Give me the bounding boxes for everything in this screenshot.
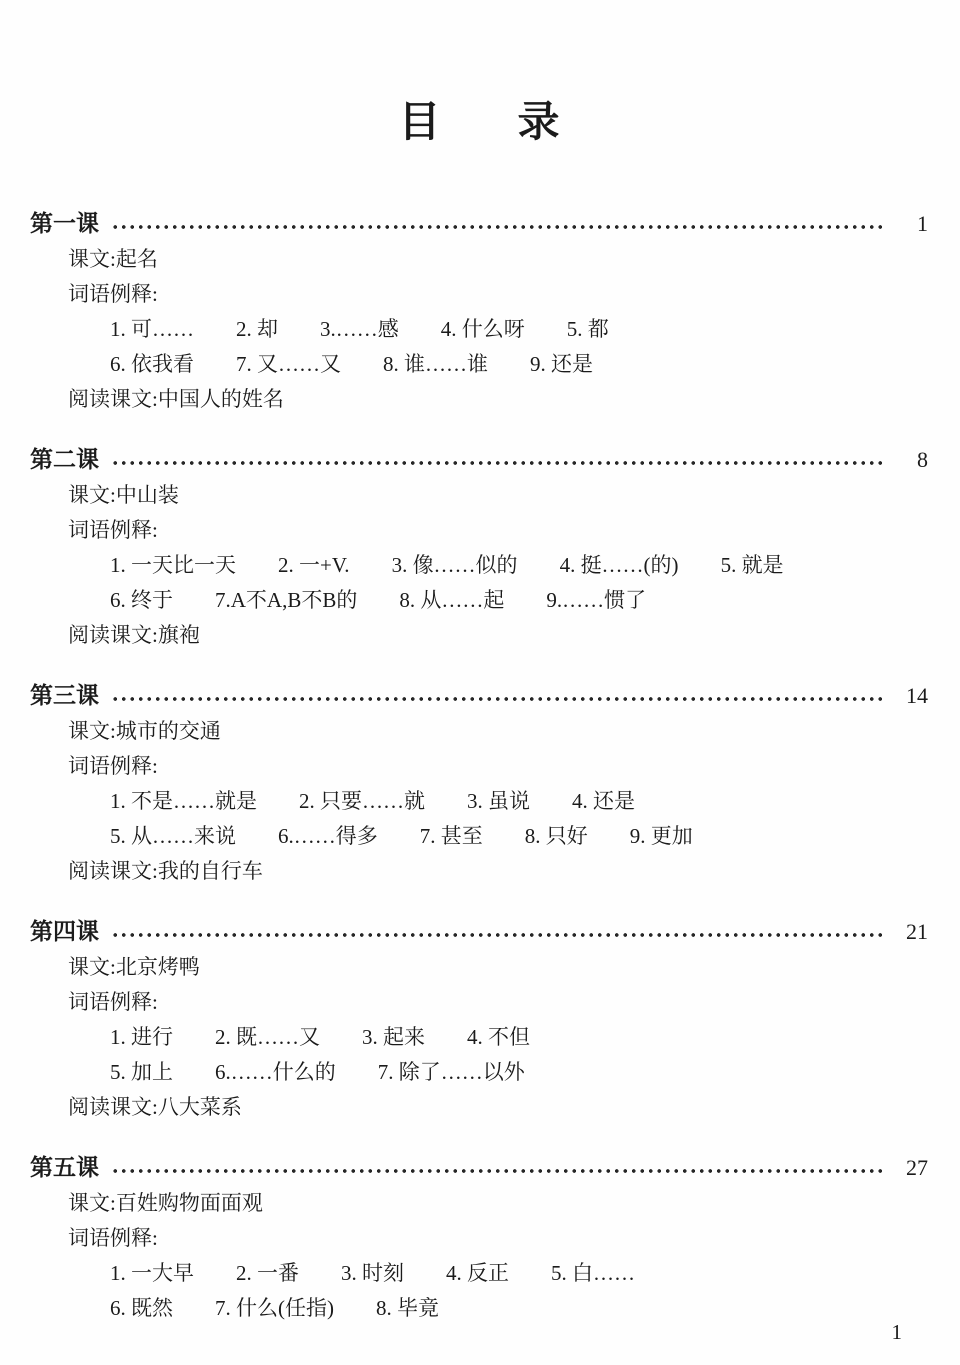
word-item: 2. 一+V. [278, 553, 350, 577]
lesson-heading-row [30, 206, 928, 242]
word-item: 2. 一番 [236, 1261, 299, 1285]
word-item: 3.……感 [320, 317, 399, 341]
word-item: 9. 还是 [530, 352, 593, 376]
lesson-heading-row [30, 678, 928, 714]
word-item: 7. 甚至 [419, 824, 483, 848]
toc-entry [30, 1150, 928, 1326]
lesson-heading-row [30, 442, 928, 478]
word-item: 6.……什么的 [215, 1060, 336, 1084]
lesson-title: 第四课 [30, 919, 99, 944]
word-item: 1. 一大早 [110, 1261, 194, 1285]
word-item: 7. 什么(任指) [215, 1296, 334, 1320]
word-item: 4. 不但 [467, 1025, 530, 1049]
word-item: 7.A不A,B不B的 [215, 588, 358, 612]
word-item: 1. 不是……就是 [110, 789, 257, 813]
word-item: 8. 毕竟 [376, 1296, 439, 1320]
words-label: 词语例释: [68, 518, 158, 542]
word-item: 2. 只要……就 [299, 789, 425, 813]
word-item: 8. 只好 [524, 824, 588, 848]
word-item: 2. 既……又 [215, 1025, 320, 1049]
lesson-heading-row [30, 914, 928, 950]
reading-title: 旗袍 [157, 623, 200, 647]
word-line [110, 347, 928, 382]
word-line [110, 1020, 928, 1055]
dotted-leader [111, 931, 886, 939]
lesson-page-number: 1 [917, 211, 928, 236]
lesson-text-line [68, 714, 928, 749]
word-line [110, 784, 928, 819]
reading-line [68, 1090, 928, 1125]
lesson-text-line [68, 242, 928, 277]
lesson-page-number: 21 [906, 919, 928, 944]
reading-label: 阅读课文: [68, 623, 158, 647]
word-line [110, 548, 928, 583]
lesson-page-number: 14 [906, 683, 928, 708]
word-item: 8. 谁……谁 [383, 352, 488, 376]
words-label: 词语例释: [68, 282, 158, 306]
word-item: 6. 依我看 [110, 352, 194, 376]
lesson-heading-row [30, 1150, 928, 1186]
word-item: 5. 都 [566, 317, 609, 341]
lesson-text-line [68, 1186, 928, 1221]
word-item: 4. 还是 [572, 789, 635, 813]
text-title: 中山装 [115, 483, 179, 507]
word-item: 4. 挺……(的) [559, 553, 679, 577]
words-label: 词语例释: [68, 754, 158, 778]
lesson-title: 第二课 [30, 447, 99, 472]
footer-page-number: 1 [891, 1320, 902, 1344]
lesson-page-number: 27 [906, 1155, 928, 1180]
words-label: 词语例释: [68, 1226, 158, 1250]
text-label: 课文: [68, 719, 116, 743]
toc-entry [30, 914, 928, 1125]
dotted-leader [111, 1167, 886, 1175]
toc-entry [30, 206, 928, 417]
words-label: 词语例释: [68, 990, 158, 1014]
text-label: 课文: [68, 483, 116, 507]
text-title: 百姓购物面面观 [115, 1191, 263, 1215]
word-item: 5. 就是 [720, 553, 784, 577]
word-item: 3. 虽说 [467, 789, 530, 813]
word-item: 3. 像……似的 [391, 553, 518, 577]
text-title: 北京烤鸭 [115, 955, 200, 979]
word-item: 9. 更加 [629, 824, 693, 848]
text-title: 起名 [115, 247, 158, 271]
lesson-page-number: 8 [917, 447, 928, 472]
word-item: 4. 反正 [446, 1261, 509, 1285]
word-item: 9.……惯了 [546, 588, 647, 612]
reading-title: 中国人的姓名 [157, 387, 284, 411]
word-item: 7. 又……又 [236, 352, 341, 376]
word-item: 1. 可…… [110, 317, 194, 341]
word-item: 2. 却 [236, 317, 278, 341]
dotted-leader [111, 223, 886, 231]
word-item: 6. 终于 [110, 588, 173, 612]
word-item: 3. 起来 [362, 1025, 425, 1049]
lesson-text-line [68, 478, 928, 513]
text-label: 课文: [68, 247, 116, 271]
word-line [110, 312, 928, 347]
word-item: 7. 除了……以外 [377, 1060, 525, 1084]
reading-title: 八大菜系 [157, 1095, 242, 1119]
text-label: 课文: [68, 955, 116, 979]
word-item: 1. 进行 [110, 1025, 173, 1049]
word-item: 5. 从……来说 [110, 824, 236, 848]
dotted-leader [111, 459, 886, 467]
reading-label: 阅读课文: [68, 1095, 158, 1119]
dotted-leader [111, 695, 886, 703]
reading-label: 阅读课文: [68, 387, 158, 411]
word-item: 6. 既然 [110, 1296, 173, 1320]
word-line [110, 1055, 928, 1090]
word-line [110, 583, 928, 618]
word-line [110, 1256, 928, 1291]
page-title: 目 录 [398, 100, 562, 146]
word-item: 3. 时刻 [341, 1261, 404, 1285]
reading-title: 我的自行车 [157, 859, 263, 883]
toc-entry [30, 678, 928, 889]
text-title: 城市的交通 [115, 719, 221, 743]
word-line [110, 1291, 928, 1326]
word-item: 8. 从……起 [399, 588, 505, 612]
word-item: 5. 加上 [110, 1060, 173, 1084]
reading-label: 阅读课文: [68, 859, 158, 883]
word-item: 4. 什么呀 [440, 317, 525, 341]
toc-entry [30, 442, 928, 653]
lesson-title: 第一课 [30, 211, 99, 236]
word-item: 1. 一天比一天 [110, 553, 236, 577]
toc-lessons-list [30, 206, 928, 1326]
word-item: 5. 白…… [551, 1261, 635, 1285]
reading-line [68, 854, 928, 889]
lesson-title: 第五课 [30, 1155, 99, 1180]
text-label: 课文: [68, 1191, 116, 1215]
word-item: 6.……得多 [278, 824, 378, 848]
lesson-title: 第三课 [30, 683, 99, 708]
word-line [110, 819, 928, 854]
reading-line [68, 618, 928, 653]
lesson-text-line [68, 950, 928, 985]
reading-line [68, 382, 928, 417]
